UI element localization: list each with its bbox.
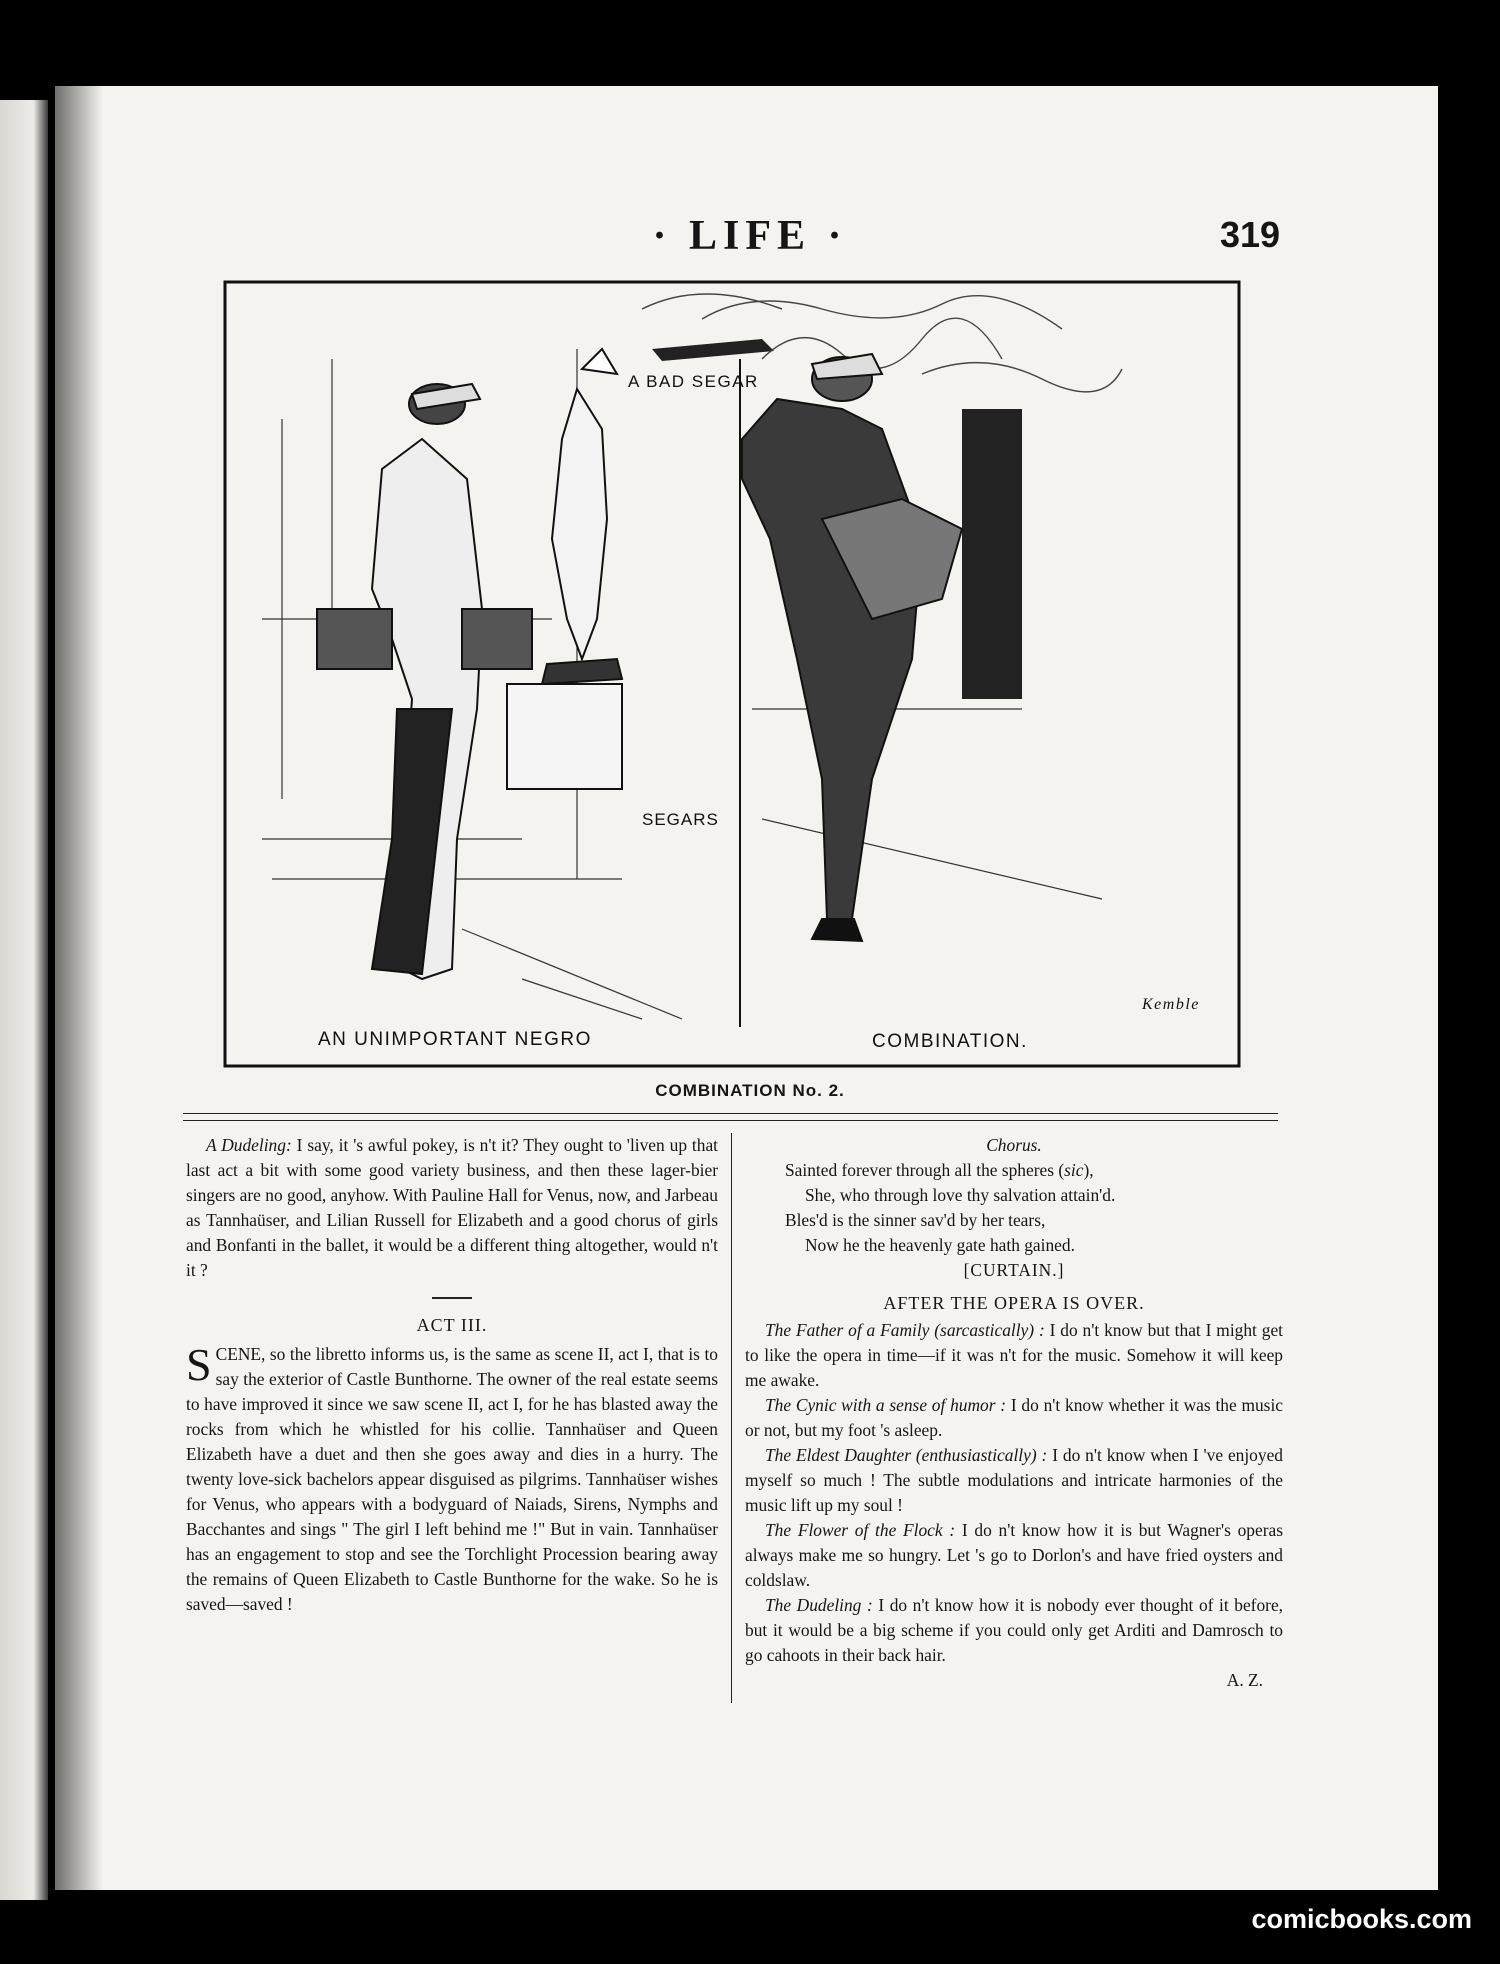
speaker-paragraph xyxy=(745,1318,1283,1393)
artist-signature: Kemble xyxy=(1142,996,1200,1013)
verse-line-1: Sainted forever through all the spheres ( xyxy=(785,1160,1065,1180)
dudeling-paragraph xyxy=(186,1133,718,1283)
verse-line-3: Bles'd is the sinner sav'd by her tears, xyxy=(785,1210,1046,1230)
speaker-name: The Dudeling xyxy=(765,1595,862,1615)
left-column xyxy=(186,1133,718,1617)
speaker-colon: : xyxy=(1034,1320,1050,1340)
signoff-line xyxy=(745,1668,1283,1693)
after-opera-heading: AFTER THE OPERA IS OVER. xyxy=(883,1293,1145,1313)
caption-rule-top xyxy=(183,1113,1278,1114)
cartoon-sign-label: A BAD SEGAR xyxy=(628,372,759,391)
chorus-verse xyxy=(745,1158,1283,1258)
speaker-text: I do n't know whether it was the music or not, but my foot 's asleep. xyxy=(745,1395,1283,1440)
scene-paragraph xyxy=(186,1339,718,1617)
speaker-colon: : xyxy=(1036,1445,1053,1465)
verse-line-4: Now he the heavenly gate hath gained. xyxy=(805,1235,1075,1255)
drop-cap: S xyxy=(186,1339,212,1390)
speaker-text: I do n't know how it is nobody ever thought of it before, but it would be a big scheme if you could only get Arditi and Damrosch to go cahoots in their back hair. xyxy=(745,1595,1284,1665)
column-divider xyxy=(731,1133,732,1703)
speaker-note: (sarcastically) xyxy=(929,1320,1035,1340)
chorus-heading: Chorus. xyxy=(986,1135,1042,1155)
speaker-name: The Flower of the Flock xyxy=(765,1520,943,1540)
speaker-lines xyxy=(745,1318,1283,1668)
speaker-text: I do n't know but that I might get to like the opera in time—if it was n't for the music. Somehow it will keep me awake. xyxy=(745,1320,1283,1390)
curtain-note: [CURTAIN.] xyxy=(963,1260,1065,1280)
speaker-text: I do n't know how it is but Wagner's operas always make me so hungry. Let 's go to Dorlon's and have fried oysters and coldslaw. xyxy=(745,1520,1283,1590)
speaker-name: The Cynic with a sense of humor xyxy=(765,1395,996,1415)
speaker-name: The Father of a Family xyxy=(765,1320,930,1340)
speaker-colon: : xyxy=(995,1395,1011,1415)
verse-line-1-end: ), xyxy=(1083,1160,1094,1180)
cartoon-left-caption: AN UNIMPORTANT NEGRO xyxy=(318,1029,592,1050)
dudeling-speaker: A Dudeling: xyxy=(206,1135,292,1155)
watermark: comicbooks.com xyxy=(1251,1904,1472,1934)
adjacent-page-edge xyxy=(0,100,48,1900)
caption-rule-bottom xyxy=(183,1120,1278,1121)
verse-line xyxy=(785,1158,1283,1183)
act-heading: ACT III. xyxy=(416,1315,488,1335)
author-signoff: A. Z. xyxy=(1226,1670,1263,1690)
speaker-note: (enthusiastically) xyxy=(911,1445,1037,1465)
dudeling-text: I say, it 's awful pokey, is n't it? They ought to 'liven up that last act a bit with some good variety business, and then these lager-bier singers are no good, anyhow. With Pauline Hall for Venus, now, and Jarbeau as Tannhaüser, and Lilian Russell for Elizabeth and a good chorus of girls and Bonfanti in the ballet, it would be a different thing altogether, would n't it ? xyxy=(186,1135,719,1280)
cartoon-right-caption: COMBINATION. xyxy=(872,1031,1028,1052)
speaker-paragraph xyxy=(745,1443,1283,1518)
speaker-paragraph xyxy=(745,1593,1283,1668)
sic-note: sic xyxy=(1064,1160,1084,1180)
speaker-colon: : xyxy=(861,1595,879,1615)
right-column xyxy=(745,1133,1283,1693)
scene-text: CENE, so the libretto informs us, is the same as scene II, act I, that is to say the exterior of Castle Bunthorne. The owner of the real estate seems to have improved it since we saw scene II, act I, for he has blasted away the rocks from which he whistled for his collie. Tannhaüser and Queen Elizabeth have a duet and then she goes away and dies in a hurry. The twenty love-sick bachelors appear disguised as pilgrims. Tannhaüser wishes for Venus, who appears with a bodyguard of Naiads, Sirens, Nymphs and Bacchantes and sings " The girl I left behind me !" But in vain. Tannhaüser has an engagement to stop and see the Torchlight Procession bearing away the remains of Queen Elizabeth to Castle Bunthorne for the wake. So he is saved—saved ! xyxy=(186,1344,718,1614)
figure-caption: COMBINATION No. 2. xyxy=(655,1081,845,1100)
cartoon-drawing xyxy=(222,279,1242,1069)
speaker-colon: : xyxy=(942,1520,962,1540)
speaker-name: The Eldest Daughter xyxy=(765,1445,911,1465)
page-title: · LIFE · xyxy=(652,213,848,259)
segars-box-label: SEGARS xyxy=(642,810,719,829)
section-rule xyxy=(432,1297,472,1299)
verse-line-2: She, who through love thy salvation attain'd. xyxy=(805,1185,1116,1205)
cartoon-illustration xyxy=(222,279,1242,1069)
speaker-paragraph xyxy=(745,1518,1283,1593)
page-number: 319 xyxy=(1220,214,1281,255)
speaker-paragraph xyxy=(745,1393,1283,1443)
gutter-shadow xyxy=(55,86,103,1890)
speaker-text: I do n't know when I 've enjoyed myself so much ! The subtle modulations and intricate harmonies of the music lift up my soul ! xyxy=(745,1445,1283,1515)
